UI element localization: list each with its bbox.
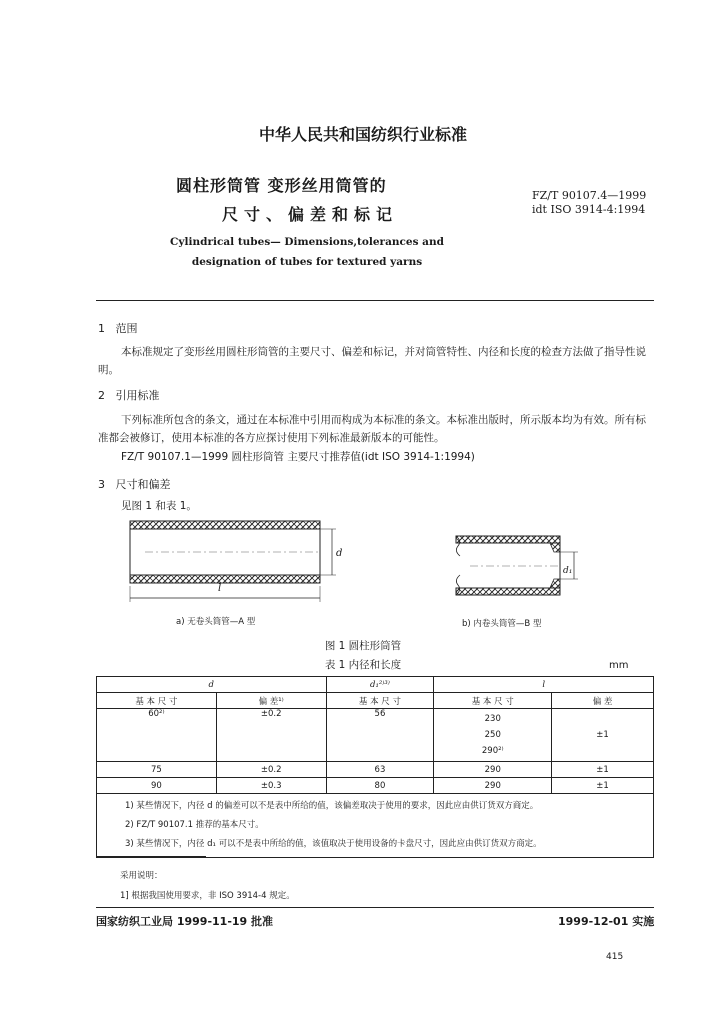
- cell-tol-l: ±1: [552, 778, 654, 794]
- figure-caption: 图 1 圆柱形筒管: [324, 640, 402, 652]
- col-tolerance-l: 偏 差: [552, 693, 654, 709]
- cell-tol-l: ±1: [552, 709, 654, 762]
- cell-d1: 63: [326, 762, 434, 778]
- cell-l: 290: [434, 762, 552, 778]
- page-number: 415: [606, 952, 624, 962]
- label-d1: d₁: [563, 566, 573, 576]
- standard-code: FZ/T 90107.4—1999: [532, 189, 647, 202]
- cell-d1: 56: [326, 709, 434, 762]
- cell-tol-d: ±0.2: [216, 762, 326, 778]
- section-2-number: 2: [98, 389, 105, 402]
- col-tolerance-d: 偏 差¹⁾: [216, 693, 326, 709]
- section-2-heading: [98, 387, 160, 403]
- table-notes-row: [97, 794, 654, 858]
- title-chinese-line2: 尺寸、偏差和标记: [222, 205, 399, 224]
- group-d: d: [97, 677, 327, 693]
- cell-l: 290: [434, 778, 552, 794]
- figure-b-caption: b) 内卷头筒管—B 型: [462, 619, 542, 629]
- col-nominal-l: 基 本 尺 寸: [434, 693, 552, 709]
- table-group-header: [97, 677, 654, 693]
- cell-d: 60²⁾: [97, 709, 217, 762]
- title-english-line2: designation of tubes for textured yarns: [191, 256, 423, 268]
- cell-d: 75: [97, 762, 217, 778]
- section-2-text: 下列标准所包含的条文，通过在本标准中引用而构成为本标准的条文。本标准出版时，所示版本均为有效。所有标准都会被修订，使用本标准的各方应探讨使用下列标准最新版本的可能性。: [98, 414, 646, 444]
- adoption-title: 采用说明：: [120, 871, 163, 881]
- table-note: 3) 某些情况下，内径 d₁ 可以不是表中所给的值，该值取决于使用设备的卡盘尺寸，因此应由供订货双方商定。: [125, 839, 542, 849]
- section-3-text: 见图 1 和表 1。: [121, 500, 197, 512]
- cell-tol-d: ±0.3: [216, 778, 326, 794]
- effective-date: 1999-12-01 实施: [558, 915, 655, 928]
- top-rule: [96, 300, 654, 301]
- cell-d1: 80: [326, 778, 434, 794]
- section-1-text: 本标准规定了变形丝用圆柱形筒管的主要尺寸、偏差和标记，并对筒管特性、内径和长度的检查方法做了指导性说明。: [98, 346, 646, 376]
- section-1-title: 范围: [115, 322, 138, 335]
- cell-l-value: 250: [484, 730, 501, 740]
- cell-l-value: 230: [484, 714, 501, 724]
- col-nominal-d1: 基 本 尺 寸: [326, 693, 434, 709]
- section-2-reference: FZ/T 90107.1—1999 圆柱形筒管 主要尺寸推荐值(idt ISO 3914-1:1994): [121, 451, 475, 463]
- section-2-title: 引用标准: [115, 389, 160, 402]
- bottom-rule: [96, 907, 654, 908]
- section-3-heading: [98, 476, 171, 492]
- section-1-number: 1: [98, 322, 105, 335]
- table-column-header: [97, 693, 654, 709]
- table-note: 2) FZ/T 90107.1 推荐的基本尺寸。: [125, 820, 264, 830]
- section-3-title: 尺寸和偏差: [115, 478, 171, 491]
- figure-a-caption: a) 无卷头筒管—A 型: [176, 617, 256, 627]
- col-nominal-d: 基 本 尺 寸: [97, 693, 217, 709]
- table-note: 1) 某些情况下，内径 d 的偏差可以不是表中所给的值，该偏差取决于使用的要求，因此应由供订货双方商定。: [125, 801, 539, 811]
- section-1-heading: [98, 320, 138, 336]
- table-row: [97, 778, 654, 794]
- standard-header: 中华人民共和国纺织行业标准: [258, 125, 467, 144]
- table-unit: mm: [609, 660, 629, 671]
- standard-idt: idt ISO 3914-4:1994: [532, 203, 646, 216]
- table-notes: [97, 794, 654, 858]
- table-row: [97, 709, 654, 762]
- group-l: l: [434, 677, 654, 693]
- title-english-line1: Cylindrical tubes— Dimensions,tolerances and: [170, 236, 444, 248]
- cell-l: [434, 709, 552, 762]
- approval-date: 国家纺织工业局 1999-11-19 批准: [96, 915, 274, 928]
- label-d: d: [336, 548, 343, 559]
- adoption-note: 1] 根据我国使用要求，非 ISO 3914-4 规定。: [120, 891, 295, 901]
- label-l: l: [218, 583, 222, 594]
- group-d1: d₁²⁾³⁾: [326, 677, 434, 693]
- table-caption: 表 1 内径和长度: [324, 659, 402, 671]
- cell-tol-d: ±0.2: [216, 709, 326, 762]
- cell-d: 90: [97, 778, 217, 794]
- cell-l-value: 290²⁾: [481, 746, 504, 756]
- table-row: [97, 762, 654, 778]
- dimensions-table: [96, 676, 654, 858]
- figure-tube-type-a: [120, 518, 350, 610]
- title-chinese-line1: 圆柱形筒管 变形丝用筒管的: [176, 176, 387, 195]
- adoption-rule: [96, 856, 206, 857]
- cell-tol-l: ±1: [552, 762, 654, 778]
- section-3-number: 3: [98, 478, 105, 491]
